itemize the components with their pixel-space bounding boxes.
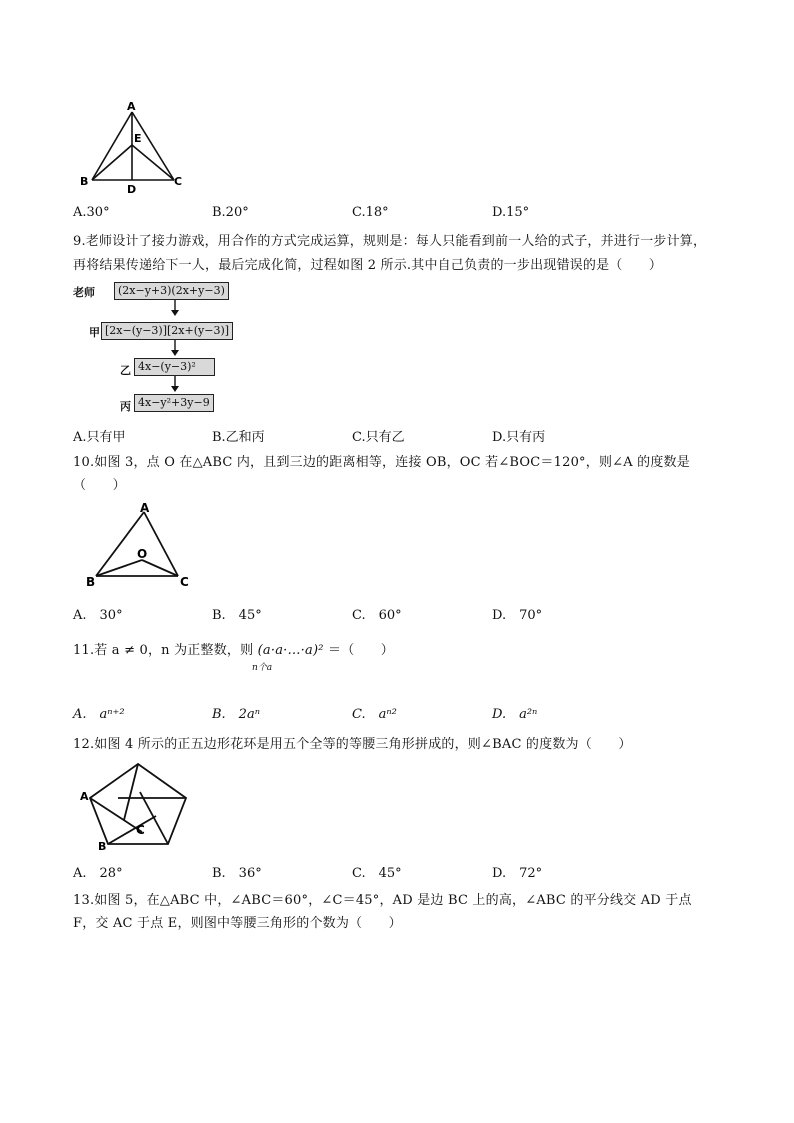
q12-option-c[interactable]: C. 45° xyxy=(352,866,402,881)
q8-option-c[interactable]: C.18° xyxy=(352,205,389,220)
q9-question-line2: 再将结果传递给下一人，最后完成化简，过程如图 2 所示.其中自己负责的一步出现错误的是（ ） xyxy=(73,258,663,273)
q12-question-line1: 12.如图 4 所示的正五边形花环是用五个全等的等腰三角形拼成的，则∠BAC 的度数为（ ） xyxy=(73,737,632,752)
q9-option-c[interactable]: C.只有乙 xyxy=(352,430,405,445)
q10-question-line2: （ ） xyxy=(73,478,126,493)
q10-label-b: B xyxy=(86,575,96,589)
q8-triangle-figure xyxy=(78,100,188,200)
q12-label-a: A xyxy=(80,790,89,803)
q11-expression: (a·a·…·a)² xyxy=(257,643,324,658)
q9-arrow-icon xyxy=(169,340,181,356)
q10-option-a[interactable]: A. 30° xyxy=(73,608,123,623)
q8-option-d[interactable]: D.15° xyxy=(492,205,530,220)
q10-option-b[interactable]: B. 45° xyxy=(212,608,262,623)
q12-option-a[interactable]: A. 28° xyxy=(73,866,123,881)
q13-question-line1: 13.如图 5，在△ABC 中，∠ABC＝60°，∠C＝45°，AD 是边 BC 上的高，∠ABC 的平分线交 AD 于点 xyxy=(73,893,692,908)
q9-arrow-icon xyxy=(169,376,181,392)
q11-option-a[interactable]: A. aⁿ⁺² xyxy=(73,707,125,722)
q9-yi-box: 4x−(y−3)² xyxy=(134,358,215,376)
q11-suffix: ＝（ ） xyxy=(328,643,395,658)
q10-option-c[interactable]: C. 60° xyxy=(352,608,402,623)
q12-option-b[interactable]: B. 36° xyxy=(212,866,262,881)
q9-yi-label: 乙 xyxy=(120,364,131,377)
q9-option-d[interactable]: D.只有丙 xyxy=(492,430,546,445)
q9-option-b[interactable]: B.乙和丙 xyxy=(212,430,265,445)
q10-label-o: O xyxy=(137,547,148,561)
q10-option-d[interactable]: D. 70° xyxy=(492,608,543,623)
q10-triangle-figure xyxy=(80,500,200,592)
q9-option-a[interactable]: A.只有甲 xyxy=(73,430,126,445)
q11-option-b[interactable]: B. 2aⁿ xyxy=(212,707,260,722)
q8-label-d: D xyxy=(127,183,137,196)
q8-option-b[interactable]: B.20° xyxy=(212,205,249,220)
q8-label-b: B xyxy=(80,175,89,188)
q11-underbrace-label: n个a xyxy=(252,663,273,673)
q9-arrow-icon xyxy=(169,300,181,316)
q9-question-line1: 9.老师设计了接力游戏，用合作的方式完成运算，规则是：每人只能看到前一人给的式子，并进行一步计算， xyxy=(73,234,707,249)
q9-jia-box: [2x−(y−3)][2x+(y−3)] xyxy=(101,322,233,340)
q8-label-e: E xyxy=(134,132,142,145)
q13-question-line2: F，交 AC 于点 E，则图中等腰三角形的个数为（ ） xyxy=(73,916,402,931)
q12-label-b: B xyxy=(98,840,107,850)
q10-label-c: C xyxy=(180,575,189,589)
q11-question xyxy=(73,639,394,658)
q8-label-c: C xyxy=(174,175,183,188)
q9-bing-label: 丙 xyxy=(120,400,131,413)
q10-label-a: A xyxy=(140,501,150,515)
q12-label-c: C xyxy=(136,823,145,837)
q9-flowchart xyxy=(73,280,263,420)
q10-question-line1: 10.如图 3，点 O 在△ABC 内，且到三边的距离相等，连接 OB，OC 若∠BOC＝120°，则∠A 的度数是 xyxy=(73,455,690,470)
q9-jia-label: 甲 xyxy=(89,326,100,339)
q8-label-a: A xyxy=(127,100,136,113)
q9-bing-box: 4x−y²+3y−9 xyxy=(134,394,214,412)
q11-prefix: 11.若 a ≠ 0，n 为正整数，则 xyxy=(73,643,254,658)
q12-pentagon-figure xyxy=(78,758,198,850)
q12-option-d[interactable]: D. 72° xyxy=(492,866,543,881)
q11-option-c[interactable]: C. aⁿ² xyxy=(352,707,397,722)
q11-option-d[interactable]: D. a²ⁿ xyxy=(492,707,538,722)
q9-teacher-box: (2x−y+3)(2x+y−3) xyxy=(114,282,229,300)
q9-teacher-label: 老师 xyxy=(73,286,95,299)
q8-option-a[interactable]: A.30° xyxy=(73,205,110,220)
